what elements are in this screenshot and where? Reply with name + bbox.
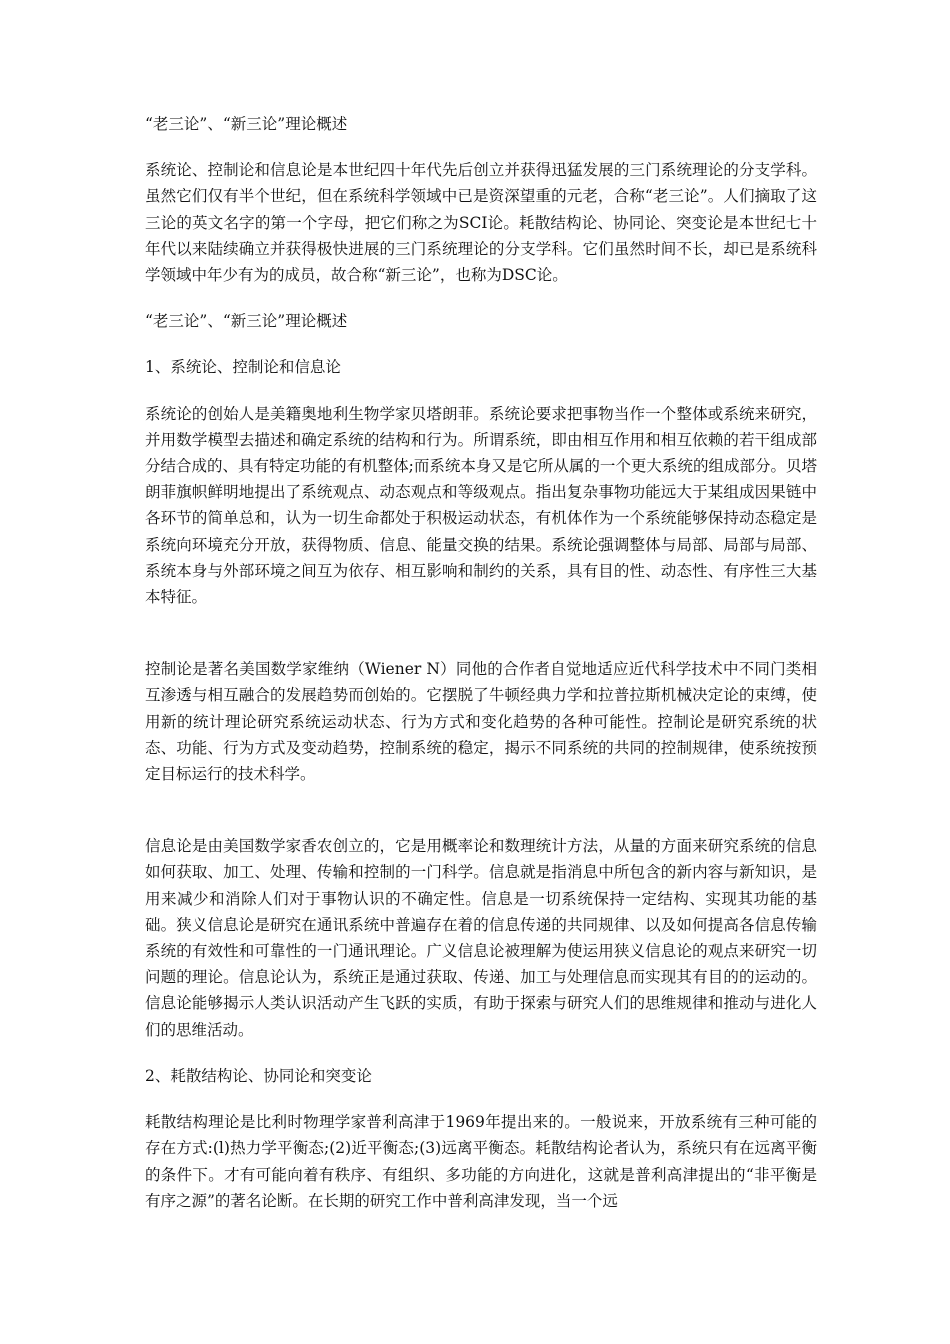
document-subtitle: “老三论”、“新三论”理论概述	[145, 312, 348, 331]
information-theory-paragraph: 信息论是由美国数学家香农创立的，它是用概率论和数理统计方法，从量的方面来研究系统的信息如何获取、加工、处理、传输和控制的一门科学。信息就是指消息中所包含的新内容与新知识，是用来减少和消除人们对于事物认识的不确定性。信息是一切系统保持一定结构、实现其功能的基础。狭义信息论是研究在通讯系统中普遍存在着的信息传递的共同规律、以及如何提高各信息传输系统的有效性和可靠性的一门通讯理论。广义信息论被理解为使运用狭义信息论的观点来研究一切问题的理论。信息论认为，系统正是通过获取、传递、加工与处理信息而实现其有目的的运动的。信息论能够揭示人类认识活动产生飞跃的实质，有助于探索与研究人们的思维规律和推动与进化人们的思维活动。	[145, 837, 817, 1039]
spacer	[145, 1089, 817, 1109]
spacer	[145, 334, 817, 354]
spacer	[145, 1043, 817, 1063]
control-theory-paragraph: 控制论是著名美国数学家维纳（Wiener N）同他的合作者自觉地适应近代科学技术中不同门类相互渗透与相互融合的发展趋势而创始的。它摆脱了牛顿经典力学和拉普拉斯机械决定论的束缚，使用新的统计理论研究系统运动状态、行为方式和变化趋势的各种可能性。控制论是研究系统的状态、功能、行为方式及变动趋势，控制系统的稳定，揭示不同系统的共同的控制规律，使系统按预定目标运行的技术科学。	[145, 660, 817, 784]
spacer	[145, 381, 817, 401]
systems-theory-paragraph: 系统论的创始人是美籍奥地利生物学家贝塔朗菲。系统论要求把事物当作一个整体或系统来研究，并用数学模型去描述和确定系统的结构和行为。所谓系统，即由相互作用和相互依赖的若干组成部分结合成的、具有特定功能的有机整体;而系统本身又是它所从属的一个更大系统的组成部分。贝塔朗菲旗帜鲜明地提出了系统观点、动态观点和等级观点。指出复杂事物功能远大于某组成因果链中各环节的简单总和，认为一切生命都处于积极运动状态，有机体作为一个系统能够保持动态稳定是系统向环境充分开放，获得物质、信息、能量交换的结果。系统论强调整体与局部、局部与局部、系统本身与外部环境之间互为依存、相互影响和制约的关系，具有目的性、动态性、有序性三大基本特征。	[145, 404, 817, 607]
intro-paragraph: 系统论、控制论和信息论是本世纪四十年代先后创立并获得迅猛发展的三门系统理论的分支学科。虽然它们仅有半个世纪，但在系统科学领域中已是资深望重的元老，合称“老三论”。人们摘取了这三论的英文名字的第一个字母，把它们称之为SCI论。耗散结构论、协同论、突变论是本世纪七十年代以来陆续确立并获得极快进展的三门系统理论的分支学科。它们虽然时间不长，却已是系统科学领域中年少有为的成员，故合称“新三论”，也称为DSC论。	[145, 161, 817, 285]
spacer	[145, 610, 817, 656]
spacer	[145, 137, 817, 157]
section-2-heading: 2、耗散结构论、协同论和突变论	[145, 1066, 372, 1085]
section-1-heading: 1、系统论、控制论和信息论	[145, 358, 341, 377]
dissipative-structures-paragraph: 耗散结构理论是比利时物理学家普利高津于1969年提出来的。一般说来，开放系统有三种可能的存在方式:(l)热力学平衡态;(2)近平衡态;(3)远离平衡态。耗散结构论者认为，系统只有在远离平衡的条件下。才有可能向着有秩序、有组织、多功能的方向进化，这就是普利高津提出的“非平衡是有序之源”的著名论断。在长期的研究工作中普利高津发现，当一个远	[145, 1113, 817, 1210]
document-title: “老三论”、“新三论”理论概述	[145, 115, 348, 133]
spacer	[145, 787, 817, 833]
spacer	[145, 288, 817, 308]
document-page	[145, 111, 817, 1214]
